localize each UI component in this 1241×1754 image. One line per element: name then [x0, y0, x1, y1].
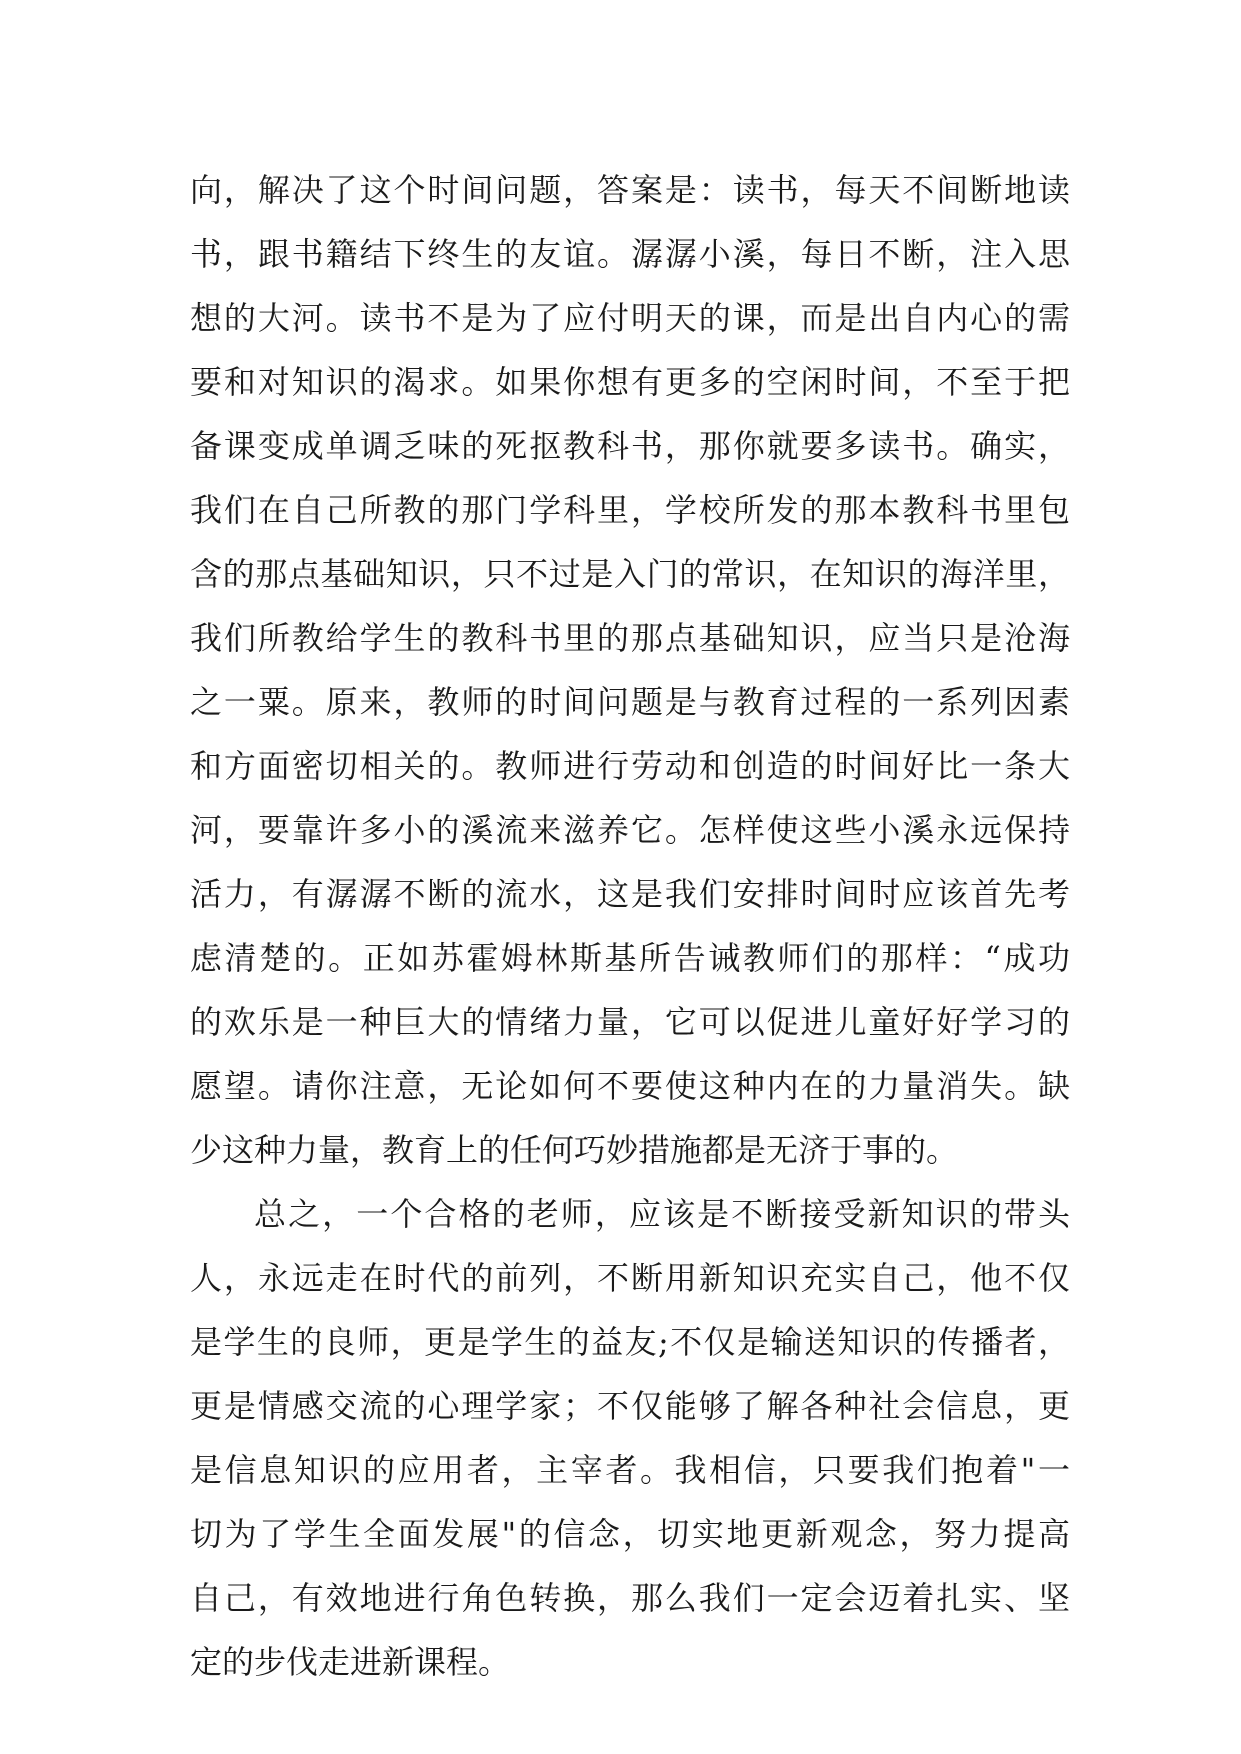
paragraph-line: 要和对知识的渴求。如果你想有更多的空闲时间，不至于把 — [190, 363, 1070, 401]
paragraph-line: 备课变成单调乏味的死抠教科书，那你就要多读书。确实， — [190, 427, 1070, 465]
paragraph-line: 的欢乐是一种巨大的情绪力量，它可以促进儿童好好学习的 — [190, 1003, 1070, 1041]
paragraph-line: 人，永远走在时代的前列，不断用新知识充实自己，他不仅 — [190, 1259, 1070, 1297]
paragraph-line: 虑清楚的。正如苏霍姆林斯基所告诫教师们的那样：“成功 — [190, 939, 1070, 977]
paragraph-line: 自己，有效地进行角色转换，那么我们一定会迈着扎实、坚 — [190, 1579, 1070, 1617]
paragraph-2 — [190, 1182, 1070, 1694]
paragraph-line: 河，要靠许多小的溪流来滋养它。怎样使这些小溪永远保持 — [190, 811, 1070, 849]
paragraph-line: 向，解决了这个时间问题，答案是：读书，每天不间断地读 — [190, 171, 1070, 209]
paragraph-line: 愿望。请你注意，无论如何不要使这种内在的力量消失。缺 — [190, 1067, 1070, 1105]
paragraph-line: 我们在自己所教的那门学科里，学校所发的那本教科书里包 — [190, 491, 1070, 529]
paragraph-line: 活力，有潺潺不断的流水，这是我们安排时间时应该首先考 — [190, 875, 1070, 913]
body-text — [190, 158, 1070, 1694]
paragraph-line: 我们所教给学生的教科书里的那点基础知识，应当只是沧海 — [190, 619, 1070, 657]
paragraph-line: 切为了学生全面发展"的信念，切实地更新观念，努力提高 — [190, 1515, 1070, 1553]
paragraph-line: 想的大河。读书不是为了应付明天的课，而是出自内心的需 — [190, 299, 1070, 337]
paragraph-line: 定的步伐走进新课程。 — [190, 1643, 511, 1681]
paragraph-line: 含的那点基础知识，只不过是入门的常识，在知识的海洋里， — [190, 555, 1070, 593]
paragraph-1 — [190, 158, 1070, 1182]
paragraph-line: 总之，一个合格的老师，应该是不断接受新知识的带头 — [254, 1195, 1070, 1233]
paragraph-line: 之一粟。原来，教师的时间问题是与教育过程的一系列因素 — [190, 683, 1070, 721]
paragraph-line: 是学生的良师，更是学生的益友;不仅是输送知识的传播者， — [190, 1323, 1070, 1361]
paragraph-line: 和方面密切相关的。教师进行劳动和创造的时间好比一条大 — [190, 747, 1070, 785]
paragraph-line: 少这种力量，教育上的任何巧妙措施都是无济于事的。 — [190, 1131, 959, 1169]
paragraph-line: 书，跟书籍结下终生的友谊。潺潺小溪，每日不断，注入思 — [190, 235, 1070, 273]
paragraph-line: 是信息知识的应用者，主宰者。我相信，只要我们抱着"一 — [190, 1451, 1070, 1489]
paragraph-line: 更是情感交流的心理学家；不仅能够了解各种社会信息，更 — [190, 1387, 1070, 1425]
